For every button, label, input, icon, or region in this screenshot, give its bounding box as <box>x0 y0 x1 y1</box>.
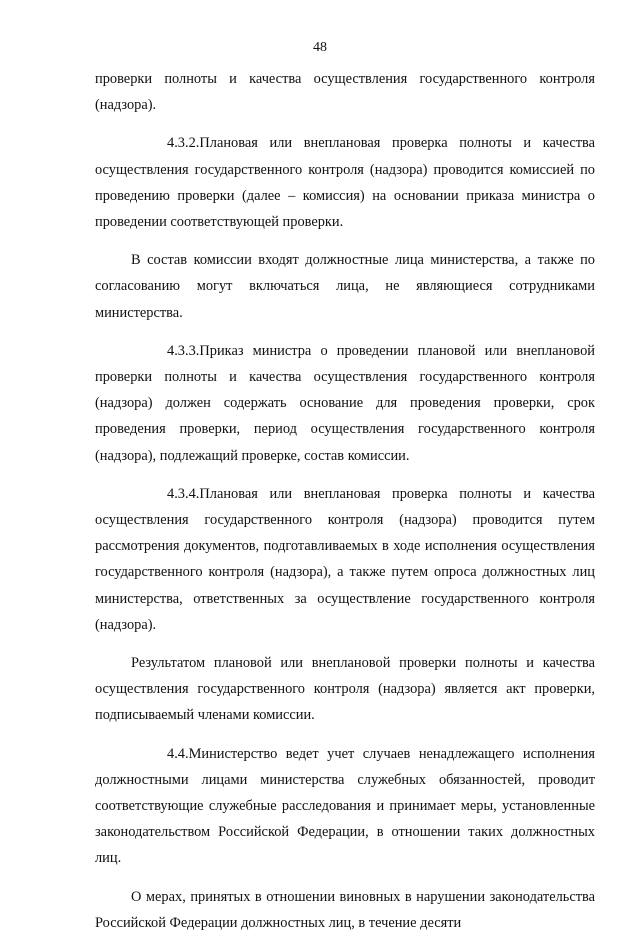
clause-number: 4.3.4. <box>167 485 200 502</box>
clause-number: 4.4. <box>167 745 189 762</box>
paragraph-continuation: проверки полноты и качества осуществления государственного контроля (надзора). <box>95 71 595 114</box>
paragraph-check-result: Результатом плановой или внеплановой проверки полноты и качества осуществления государственного контроля (надзора) является акт проверки, подписываемый членами комиссии. <box>95 655 595 724</box>
page-number: 48 <box>313 40 327 55</box>
paragraph-text: Плановая или внеплановая проверка полноты и качества осуществления государственного контроля (надзора) проводится комиссией по проведению проверки (далее – комиссия) на основании приказа министра о проведении соответствующей проверки. <box>95 135 595 231</box>
clause-number: 4.3.3. <box>167 342 200 359</box>
document-body <box>95 66 595 948</box>
paragraph-4-3-3 <box>95 338 595 469</box>
paragraph-4-3-4 <box>95 481 595 638</box>
paragraph-4-3-2 <box>95 130 595 235</box>
paragraph-commission-composition: В состав комиссии входят должностные лица министерства, а также по согласованию могут включаться лица, не являющиеся сотрудниками министерства. <box>95 252 595 321</box>
paragraph-4-4 <box>95 741 595 872</box>
paragraph-text: Приказ министра о проведении плановой или внеплановой проверки полноты и качества осуществления государственного контроля (надзора) должен содержать основание для проведения проверки, срок проведения проверки, период осуществления государственного контроля (надзора), подлежащий проверке, состав комиссии. <box>95 342 595 464</box>
paragraph-measures: О мерах, принятых в отношении виновных в нарушении законодательства Российской Федерации должностных лиц, в течение десяти <box>95 888 595 931</box>
paragraph-text: Министерство ведет учет случаев ненадлежащего исполнения должностными лицами министерства служебных обязанностей, проводит соответствующие служебные расследования и принимает меры, установленные законодательством Российской Федерации, в отношении таких должностных лиц. <box>95 745 595 867</box>
paragraph-text: Плановая или внеплановая проверка полноты и качества осуществления государственного контроля (надзора) проводится путем рассмотрения документов, подготавливаемых в ходе исполнения осуществления государственного контроля (надзора), а также путем опроса должностных лиц министерства, ответственных за осуществление государственного контроля (надзора). <box>95 485 595 633</box>
clause-number: 4.3.2. <box>167 135 200 152</box>
